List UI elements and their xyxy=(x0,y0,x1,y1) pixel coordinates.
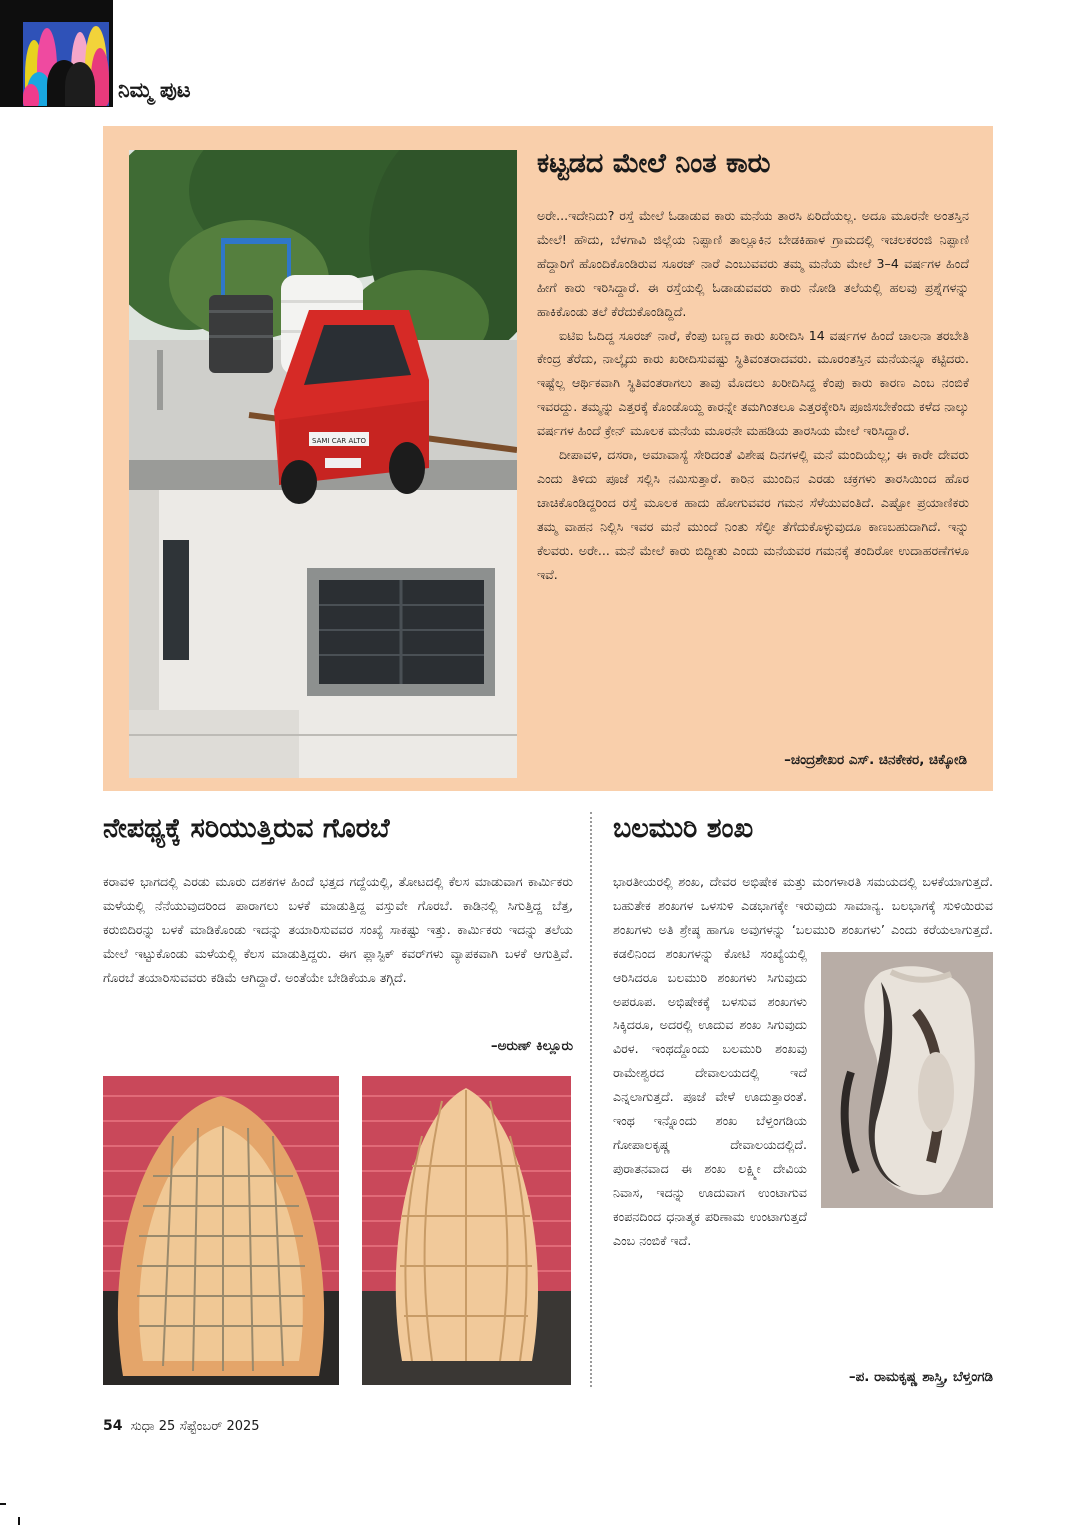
gorabe-basket-photo-outside xyxy=(362,1076,571,1385)
gorabe-byline: –ಅರುಣ್ ಕಿಲ್ಲೂರು xyxy=(490,1038,573,1054)
feature-title: ಕಟ್ಟಡದ ಮೇಲೆ ನಿಂತ ಕಾರು xyxy=(537,148,771,179)
section-logo xyxy=(0,0,113,107)
car-on-rooftop-photo xyxy=(129,150,517,778)
crop-mark-bottom-vertical xyxy=(18,1517,20,1525)
feature-paragraph: ದೀಪಾವಳಿ, ದಸರಾ, ಅಮಾವಾಸ್ಯೆ ಸೇರಿದಂತೆ ವಿಶೇಷ ದಿನಗಳಲ್ಲಿ ಮನೆ ಮಂದಿಯೆಲ್ಲ; ಈ ಕಾರೇ ದೇವರು ಎಂದು ತಿಳಿದು ಪೂಜೆ ಸಲ್ಲಿಸಿ ನಮಿಸುತ್ತಾರೆ. ಕಾರಿನ ಮುಂದಿನ ಎರಡು ಚಕ್ರಗಳು ತಾರಸಿಯಿಂದ ಹೊರ ಚಾಚಿಕೊಂಡಿದ್ದರಿಂದ ರಸ್ತೆ ಮೂಲಕ ಹಾದು ಹೋಗುವವರ ಗಮನ ಸೆಳೆಯುವಂತಿದೆ. ಎಷ್ಟೋ ಪ್ರಯಾಣಿಕರು ತಮ್ಮ ವಾಹನ ನಿಲ್ಲಿಸಿ ಇವರ ಮನೆ ಮುಂದೆ ನಿಂತು ಸೆಲ್ಫೀ ತೆಗೆದುಕೊಳ್ಳುವುದೂ ಕಾಣಬಹುದಾಗಿದೆ. ಇನ್ನು ಕೆಲವರು. ಅರೇ... ಮನೆ ಮೇಲೆ ಕಾರು ಬಿದ್ದೀತು ಎಂದು ಮನೆಯವರ ಗಮನಕ್ಕೆ ತಂದಿರೋ ಉದಾಹರಣೆಗಳೂ ಇವೆ. xyxy=(537,447,969,582)
issue-info: ಸುಧಾ 25 ಸೆಪ್ಟೆಂಬರ್ 2025 xyxy=(130,1419,260,1434)
car-plate-text: SAMI CAR ALTO xyxy=(312,437,366,445)
section-label: ನಿಮ್ಮ ಪುಟ xyxy=(118,78,191,102)
shankha-byline: –ಪ. ರಾಮಕೃಷ್ಣ ಶಾಸ್ತ್ರಿ, ಬೆಳ್ತಂಗಡಿ xyxy=(848,1369,993,1385)
shankha-body-rest: ಕಡಲಿನಿಂದ ಶಂಖಗಳನ್ನು ಕೋಟಿ ಸಂಖ್ಯೆಯಲ್ಲಿ ಆರಿಸಿದರೂ ಬಲಮುರಿ ಶಂಖಗಳು ಸಿಗುವುದು ಅಪರೂಪ. ಅಭಿಷೇಕಕ್ಕೆ ಬಳಸುವ ಶಂಖಗಳು ಸಿಕ್ಕಿದರೂ, ಅದರಲ್ಲಿ ಊದುವ ಶಂಖ ಸಿಗುವುದು ವಿರಳ. ಇಂಥದ್ದೊಂದು ಬಲಮುರಿ ಶಂಖವು ರಾಮೇಶ್ವರದ ದೇವಾಲಯದಲ್ಲಿ ಇದೆ ಎನ್ನಲಾಗುತ್ತದೆ. ಪೂಜೆ ವೇಳೆ ಊದುತ್ತಾರಂತೆ. ಇಂಥ ಇನ್ನೊಂದು ಶಂಖ ಬೆಳ್ತಂಗಡಿಯ ಗೋಪಾಲಕೃಷ್ಣ ದೇವಾಲಯದಲ್ಲಿದೆ. ಪುರಾತನವಾದ ಈ ಶಂಖ ಲಕ್ಷ್ಮೀ ದೇವಿಯ ನಿವಾಸ, ಇದನ್ನು ಊದುವಾಗ ಉಂಟಾಗುವ ಕಂಪನದಿಂದ ಧನಾತ್ಮಕ ಪರಿಣಾಮ ಉಂಟಾಗುತ್ತದೆ ಎಂಬ ನಂಬಿಕೆ ಇದೆ. xyxy=(613,945,807,1248)
column-divider xyxy=(590,812,592,1387)
page-number: 54 xyxy=(103,1418,123,1434)
conch-shell-photo xyxy=(821,952,993,1208)
feature-paragraph: ಅರೇ...ಇದೇನಿದು? ರಸ್ತೆ ಮೇಲೆ ಓಡಾಡುವ ಕಾರು ಮನೆಯ ತಾರಸಿ ಏರಿದೆಯಲ್ಲ. ಅದೂ ಮೂರನೇ ಅಂತಸ್ತಿನ ಮೇಲೆ! ಹೌದು, ಬೆಳಗಾವಿ ಜಿಲ್ಲೆಯ ನಿಪ್ಪಾಣಿ ತಾಲ್ಲೂಕಿನ ಬೇಡಕಿಹಾಳ ಗ್ರಾಮದಲ್ಲಿ ಇಚಲಕರಂಜಿ ನಿಪ್ಪಾಣಿ ಹೆದ್ದಾರಿಗೆ ಹೊಂದಿಕೊಂಡಿರುವ ಸೂರಜ್ ನಾರೆ ಎಂಬುವವರು ತಮ್ಮ ಮನೆಯ ಮೇಲೆ 3–4 ವರ್ಷಗಳ ಹಿಂದೆ ಹೀಗೆ ಕಾರು ಇರಿಸಿದ್ದಾರೆ. ಈ ರಸ್ತೆಯಲ್ಲಿ ಓಡಾಡುವವರು ಕಾರು ನೋಡಿ ತಲೆಯಲ್ಲಿ ಹಲವು ಪ್ರಶ್ನೆಗಳನ್ನು ಹಾಕಿಕೊಂಡು ತಲೆ ಕೆರೆದುಕೊಂಡಿದ್ದಿದೆ. xyxy=(537,208,969,319)
feature-paragraph: ಐಟಿಐ ಓದಿದ್ದ ಸೂರಜ್ ನಾರೆ, ಕೆಂಪು ಬಣ್ಣದ ಕಾರು ಖರೀದಿಸಿ 14 ವರ್ಷಗಳ ಹಿಂದೆ ಚಾಲನಾ ತರಬೇತಿ ಕೇಂದ್ರ ತೆರೆದು, ನಾಲ್ಕೈದು ಕಾರು ಖರೀದಿಸುವಷ್ಟು ಸ್ಥಿತಿವಂತರಾದವರು. ಮೂರಂತಸ್ತಿನ ಮನೆಯನ್ನೂ ಕಟ್ಟಿದರು. ಇಷ್ಟೆಲ್ಲ ಆರ್ಥಿಕವಾಗಿ ಸ್ಥಿತಿವಂತರಾಗಲು ತಾವು ಮೊದಲು ಖರೀದಿಸಿದ್ದ ಕೆಂಪು ಕಾರು ಕಾರಣ ಎಂಬ ನಂಬಿಕೆ ಇವರದ್ದು. ತಮ್ಮನ್ನು ಎತ್ತರಕ್ಕೆ ಕೊಂಡೊಯ್ದ ಕಾರನ್ನೇ ತಮಗಿಂತಲೂ ಎತ್ತರಕ್ಕೇರಿಸಿ ಪೂಜಿಸಬೇಕೆಂದು ಕಳೆದ ನಾಲ್ಕು ವರ್ಷಗಳ ಹಿಂದೆ ಕ್ರೇನ್ ಮೂಲಕ ಮನೆಯ ಮೂರನೇ ಮಹಡಿಯ ತಾರಸಿಯ ಮೇಲೆ ಇರಿಸಿದ್ದಾರೆ. xyxy=(537,327,969,439)
shankha-title: ಬಲಮುರಿ ಶಂಖ xyxy=(613,813,754,844)
crop-mark-bottom xyxy=(0,1503,6,1505)
page-footer xyxy=(103,1418,260,1434)
gorabe-title: ನೇಪಥ್ಯಕ್ಕೆ ಸರಿಯುತ್ತಿರುವ ಗೊರಬೆ xyxy=(103,813,390,844)
feature-body xyxy=(537,204,969,587)
gorabe-body: ಕರಾವಳಿ ಭಾಗದಲ್ಲಿ ಎರಡು ಮೂರು ದಶಕಗಳ ಹಿಂದೆ ಭತ್ತದ ಗದ್ದೆಯಲ್ಲಿ, ತೋಟದಲ್ಲಿ ಕೆಲಸ ಮಾಡುವಾಗ ಕಾರ್ಮಿಕರು ಮಳೆಯಲ್ಲಿ ನೆನೆಯುವುದರಿಂದ ಪಾರಾಗಲು ಬಳಕೆ ಮಾಡುತ್ತಿದ್ದ ವಸ್ತುವೇ ಗೊರಬೆ. ಕಾಡಿನಲ್ಲಿ ಸಿಗುತ್ತಿದ್ದ ಬೆತ್ತ, ಕರುಬಿದಿರನ್ನು ಬಳಕೆ ಮಾಡಿಕೊಂಡು ಇದನ್ನು ತಯಾರಿಸುವವರ ಸಂಖ್ಯೆ ಸಾಕಷ್ಟು ಇತ್ತು. ಕಾರ್ಮಿಕರು ಇದನ್ನು ತಲೆಯ ಮೇಲೆ ಇಟ್ಟುಕೊಂಡು ಮಳೆಯಲ್ಲಿ ಕೆಲಸ ಮಾಡುತ್ತಿದ್ದರು. ಈಗ ಪ್ಲಾಸ್ಟಿಕ್ ಕವರ್‌ಗಳು ವ್ಯಾಪಕವಾಗಿ ಬಳಕೆ ಆಗುತ್ತಿವೆ. ಗೊರಬೆ ತಯಾರಿಸುವವರು ಕಡಿಮೆ ಆಗಿದ್ದಾರೆ. ಅಂತೆಯೇ ಬೇಡಿಕೆಯೂ ತಗ್ಗಿದೆ. xyxy=(103,874,573,985)
gorabe-basket-photo-inside xyxy=(103,1076,339,1385)
feature-byline: –ಚಂದ್ರಶೇಖರ ಎಸ್. ಚಿನಕೇಕರ, ಚಿಕ್ಕೋಡಿ xyxy=(784,752,967,768)
shankha-body-intro: ಭಾರತೀಯರಲ್ಲಿ ಶಂಖ, ದೇವರ ಅಭಿಷೇಕ ಮತ್ತು ಮಂಗಳಾರತಿ ಸಮಯದಲ್ಲಿ ಬಳಕೆಯಾಗುತ್ತದೆ. ಬಹುತೇಕ ಶಂಖಗಳ ಒಳಸುಳಿ ಎಡಭಾಗಕ್ಕೇ ಇರುವುದು ಸಾಮಾನ್ಯ. ಬಲಭಾಗಕ್ಕೆ ಸುಳಿಯಿರುವ ಶಂಖಗಳು ಅತಿ ಶ್ರೇಷ್ಠ ಹಾಗೂ ಅವುಗಳನ್ನು ‘ಬಲಮುರಿ ಶಂಖಗಳು’ ಎಂದು ಕರೆಯಲಾಗುತ್ತದೆ. xyxy=(613,874,993,937)
shankha-body xyxy=(613,870,993,1253)
people-silhouette-icon xyxy=(23,22,109,106)
